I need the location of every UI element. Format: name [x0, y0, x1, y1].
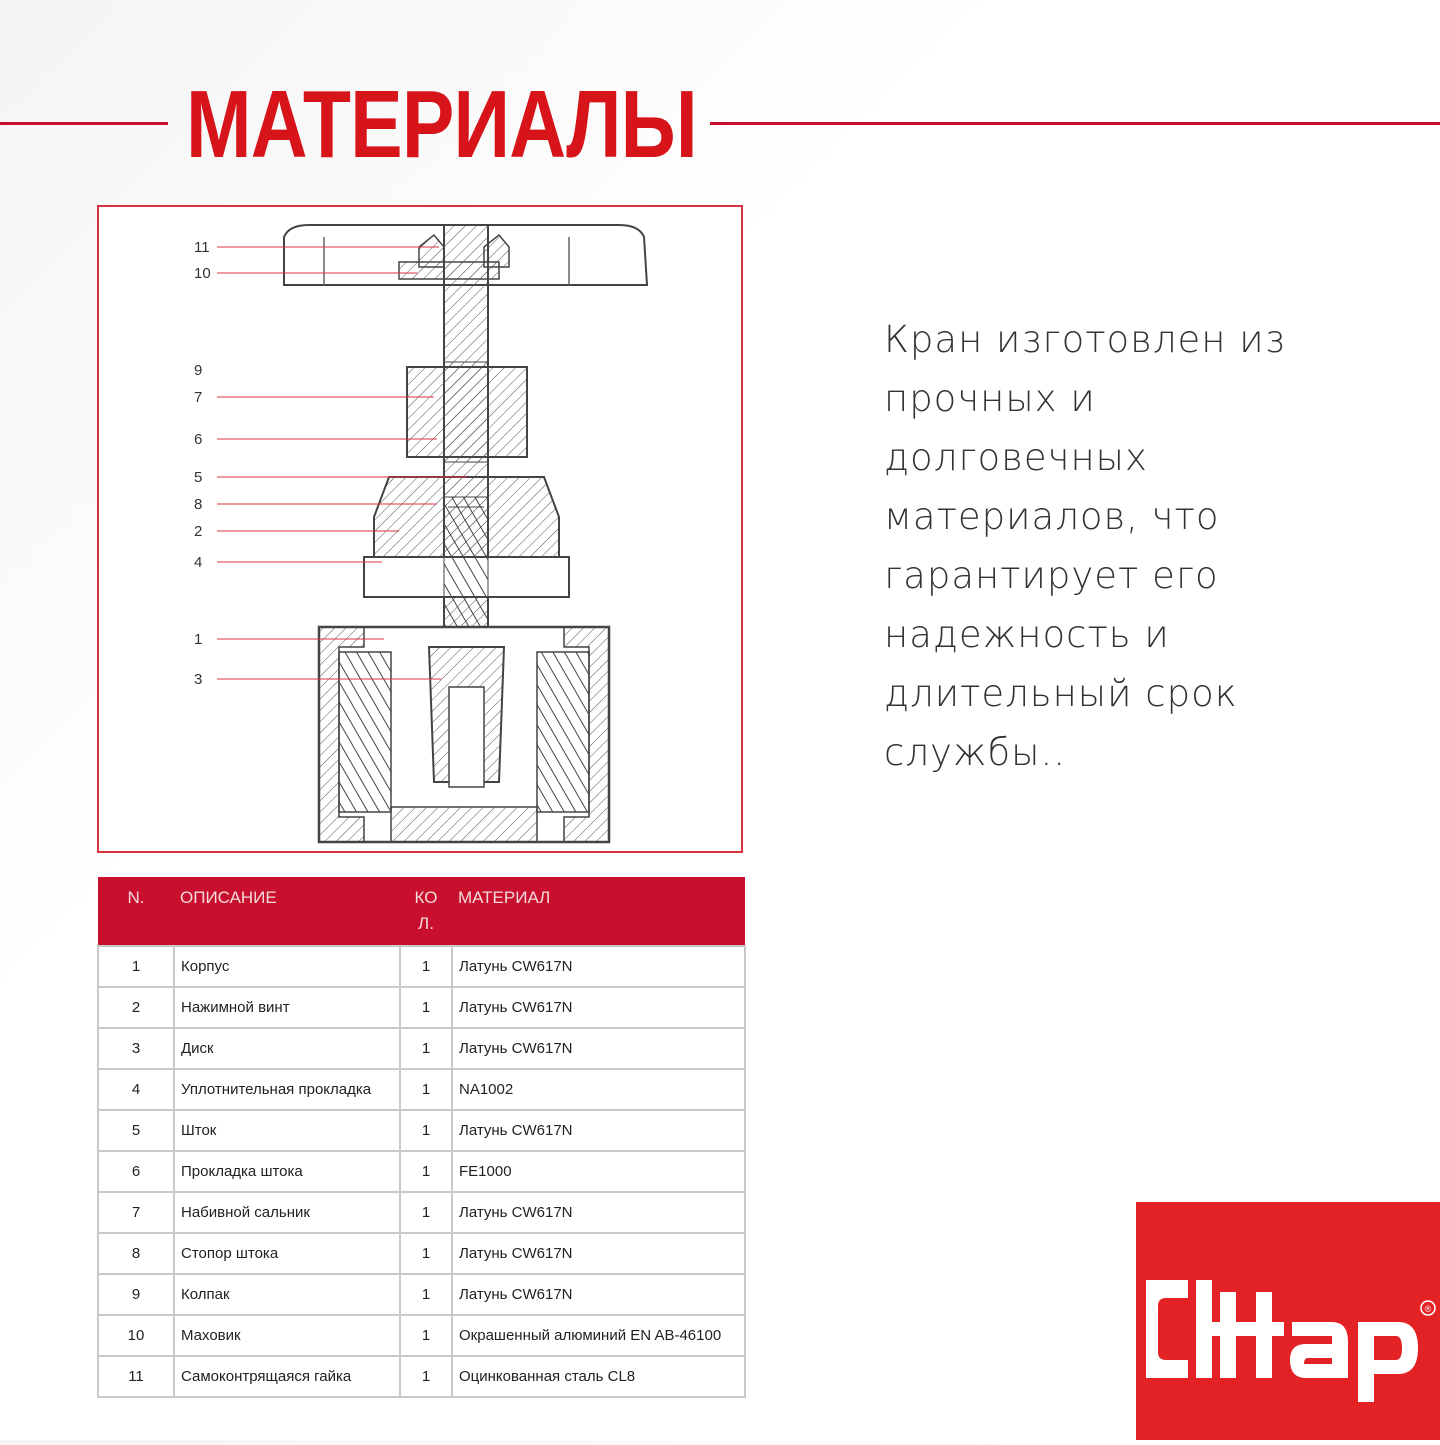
itap-logo-mark: [1136, 1202, 1440, 1440]
callout-1: 1: [194, 631, 203, 648]
callout-4: 4: [194, 554, 203, 571]
table-row: [98, 1315, 745, 1356]
row-description: Маховик: [174, 1315, 400, 1356]
title-rule-left: [0, 122, 168, 125]
row-num: 1: [98, 946, 174, 987]
row-num: 5: [98, 1110, 174, 1151]
callout-10: 10: [194, 265, 211, 282]
callout-9: 9: [194, 362, 203, 379]
row-description: Уплотнительная прокладка: [174, 1069, 400, 1110]
table-row: [98, 1110, 745, 1151]
description-text: Кран изготовлен из прочных и долговечных материалов, что гарантирует его надежность и длительный срок службы..: [884, 318, 1286, 774]
table-header-row: [98, 877, 745, 946]
row-material: Оцинкованная сталь CL8: [452, 1356, 745, 1397]
title-rule-right: [710, 122, 1440, 125]
row-num: 4: [98, 1069, 174, 1110]
header-num: N.: [98, 877, 174, 946]
row-num: 8: [98, 1233, 174, 1274]
row-quantity: 1: [400, 1274, 452, 1315]
header-quantity: КО Л.: [400, 877, 452, 946]
row-material: Латунь CW617N: [452, 1028, 745, 1069]
callout-3: 3: [194, 671, 203, 688]
row-quantity: 1: [400, 1151, 452, 1192]
valve-cross-section-diagram: [97, 205, 743, 853]
row-description: Нажимной винт: [174, 987, 400, 1028]
row-description: Колпак: [174, 1274, 400, 1315]
row-quantity: 1: [400, 1356, 452, 1397]
row-description: Стопор штока: [174, 1233, 400, 1274]
callout-6: 6: [194, 431, 203, 448]
row-material: Латунь CW617N: [452, 946, 745, 987]
table-row: [98, 1356, 745, 1397]
callout-11: 11: [194, 239, 210, 256]
page-title: МАТЕРИАЛЫ: [186, 71, 697, 178]
table-row: [98, 1028, 745, 1069]
row-quantity: 1: [400, 946, 452, 987]
callout-8: 8: [194, 496, 203, 513]
row-num: 9: [98, 1274, 174, 1315]
valve-drawing: [99, 207, 745, 855]
itap-logo: [1136, 1202, 1440, 1440]
row-description: Корпус: [174, 946, 400, 987]
table-row: [98, 1069, 745, 1110]
row-material: Латунь CW617N: [452, 1233, 745, 1274]
row-quantity: 1: [400, 1192, 452, 1233]
row-material: Латунь CW617N: [452, 1110, 745, 1151]
callout-2: 2: [194, 523, 203, 540]
row-material: FE1000: [452, 1151, 745, 1192]
table-row: [98, 987, 745, 1028]
callout-leaders: [217, 247, 467, 679]
row-description: Набивной сальник: [174, 1192, 400, 1233]
row-description: Прокладка штока: [174, 1151, 400, 1192]
row-quantity: 1: [400, 1028, 452, 1069]
row-quantity: 1: [400, 1233, 452, 1274]
row-material: NA1002: [452, 1069, 745, 1110]
row-description: Шток: [174, 1110, 400, 1151]
row-quantity: 1: [400, 1069, 452, 1110]
row-num: 3: [98, 1028, 174, 1069]
valve-body-shape: [319, 627, 609, 842]
row-material: Латунь CW617N: [452, 1274, 745, 1315]
row-num: 7: [98, 1192, 174, 1233]
table-row: [98, 946, 745, 987]
row-quantity: 1: [400, 1110, 452, 1151]
row-num: 10: [98, 1315, 174, 1356]
table-row: [98, 1192, 745, 1233]
row-material: Окрашенный алюминий EN AB-46100: [452, 1315, 745, 1356]
callout-5: 5: [194, 469, 203, 486]
row-quantity: 1: [400, 1315, 452, 1356]
table-row: [98, 1274, 745, 1315]
header-material: МАТЕРИАЛ: [452, 877, 745, 946]
row-num: 6: [98, 1151, 174, 1192]
row-description: Самоконтрящаяся гайка: [174, 1356, 400, 1397]
callout-7: 7: [194, 389, 203, 406]
callout-numbers: [194, 239, 211, 688]
row-num: 11: [98, 1356, 174, 1397]
registered-mark: ®: [1424, 1304, 1432, 1314]
row-material: Латунь CW617N: [452, 987, 745, 1028]
row-description: Диск: [174, 1028, 400, 1069]
materials-table: [97, 877, 746, 1398]
table-row: [98, 1233, 745, 1274]
row-quantity: 1: [400, 987, 452, 1028]
row-material: Латунь CW617N: [452, 1192, 745, 1233]
header-description: ОПИСАНИЕ: [174, 877, 400, 946]
table-row: [98, 1151, 745, 1192]
row-num: 2: [98, 987, 174, 1028]
